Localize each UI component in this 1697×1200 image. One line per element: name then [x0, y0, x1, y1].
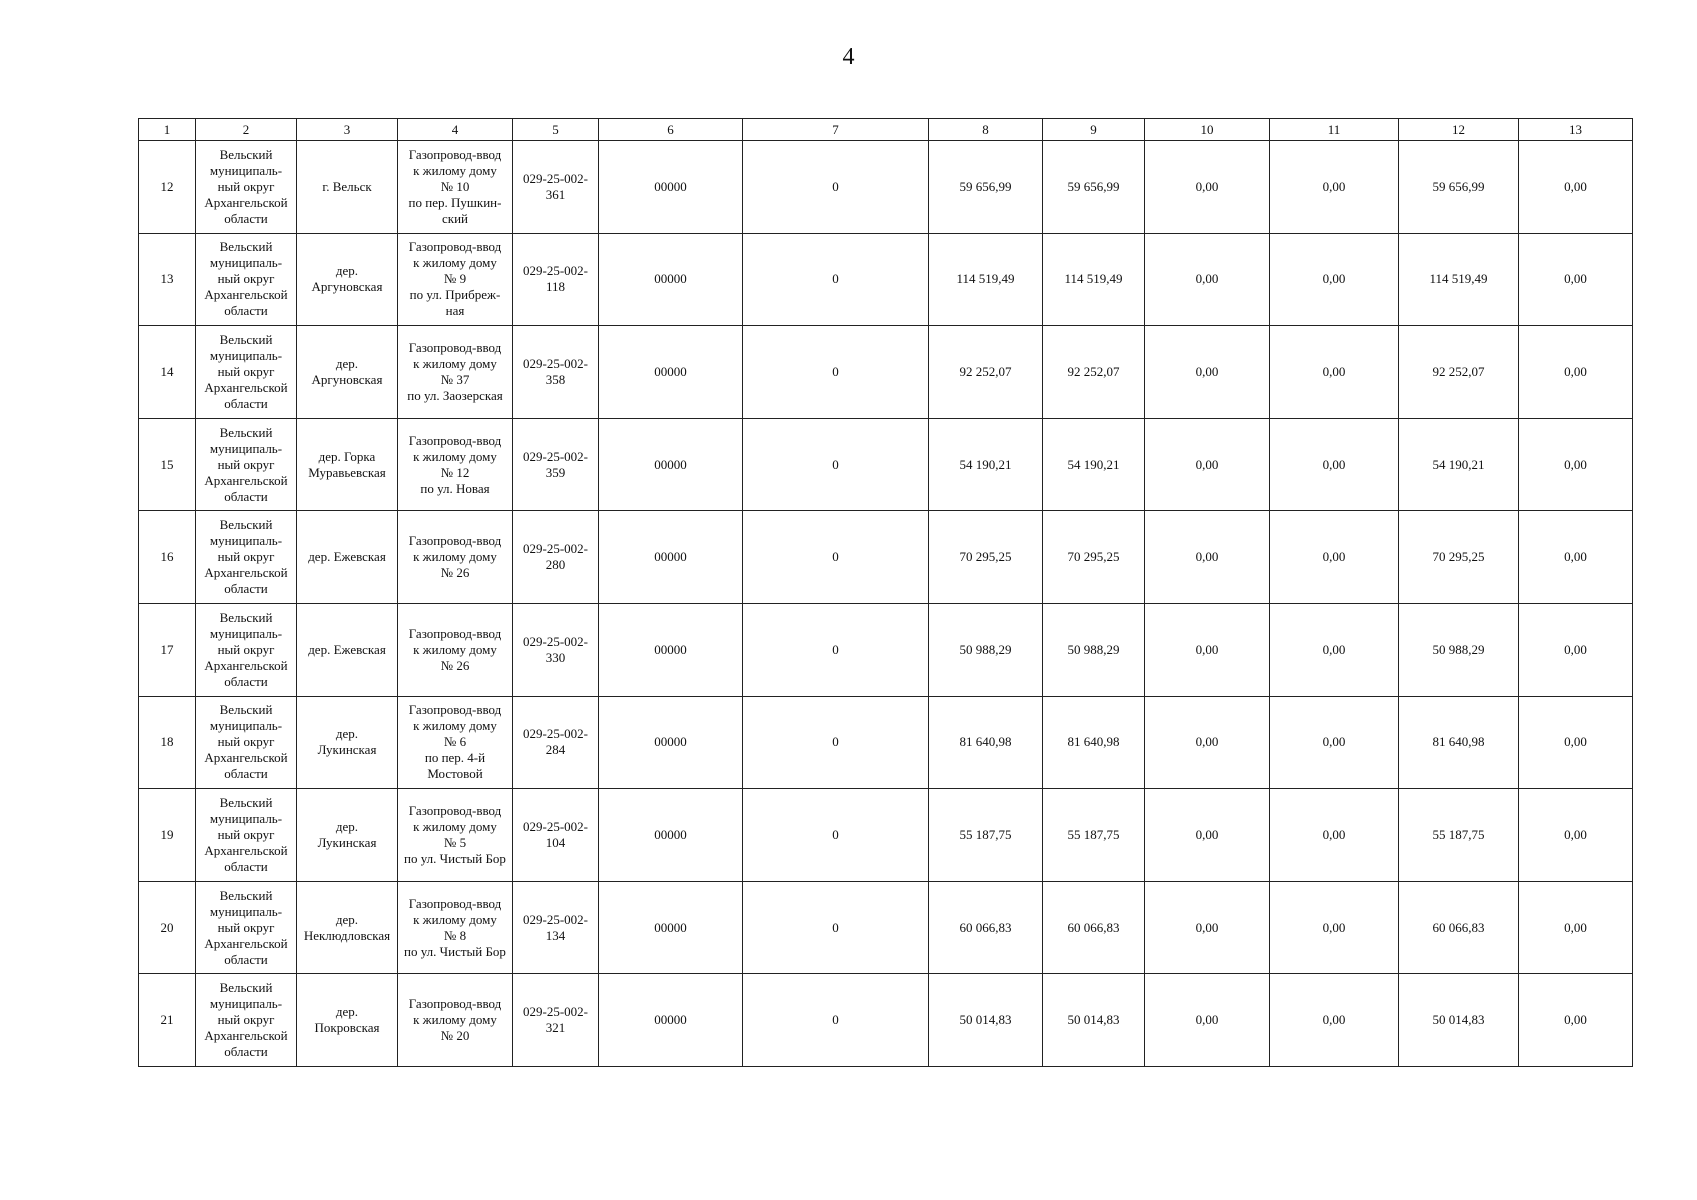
count-field-cell: 0	[743, 603, 929, 696]
amount-col13-cell: 0,00	[1519, 974, 1633, 1067]
amount-col11-cell: 0,00	[1270, 511, 1399, 604]
cadastral-code-cell: 029-25-002- 134	[513, 881, 599, 974]
count-field-cell: 0	[743, 881, 929, 974]
amount-col8-cell: 81 640,98	[929, 696, 1043, 789]
amount-col10-cell: 0,00	[1145, 141, 1270, 234]
amount-col11-cell: 0,00	[1270, 141, 1399, 234]
object-name-cell: Газопровод-ввод к жилому дому № 26	[398, 603, 513, 696]
code-field-cell: 00000	[599, 974, 743, 1067]
amount-col9-cell: 54 190,21	[1043, 418, 1145, 511]
municipality-cell: Вельский муниципаль- ный округ Архангельской области	[196, 881, 297, 974]
settlement-cell: г. Вельск	[297, 141, 398, 234]
column-header: 8	[929, 119, 1043, 141]
page-number: 4	[842, 44, 855, 70]
amount-col10-cell: 0,00	[1145, 418, 1270, 511]
cadastral-code-cell: 029-25-002- 280	[513, 511, 599, 604]
column-header: 6	[599, 119, 743, 141]
amount-col11-cell: 0,00	[1270, 326, 1399, 419]
municipality-cell: Вельский муниципаль- ный округ Архангельской области	[196, 418, 297, 511]
amount-col11-cell: 0,00	[1270, 603, 1399, 696]
amount-col11-cell: 0,00	[1270, 974, 1399, 1067]
amount-col10-cell: 0,00	[1145, 881, 1270, 974]
amount-col13-cell: 0,00	[1519, 881, 1633, 974]
amount-col9-cell: 55 187,75	[1043, 789, 1145, 882]
column-header: 1	[139, 119, 196, 141]
column-header: 4	[398, 119, 513, 141]
code-field-cell: 00000	[599, 789, 743, 882]
municipality-cell: Вельский муниципаль- ный округ Архангельской области	[196, 141, 297, 234]
amount-col13-cell: 0,00	[1519, 326, 1633, 419]
row-number-cell: 12	[139, 141, 196, 234]
code-field-cell: 00000	[599, 511, 743, 604]
row-number-cell: 14	[139, 326, 196, 419]
settlement-cell: дер. Горка Муравьевская	[297, 418, 398, 511]
amount-col10-cell: 0,00	[1145, 789, 1270, 882]
amount-col12-cell: 81 640,98	[1399, 696, 1519, 789]
settlement-cell: дер. Лукинская	[297, 789, 398, 882]
amount-col9-cell: 59 656,99	[1043, 141, 1145, 234]
row-number-cell: 16	[139, 511, 196, 604]
amount-col11-cell: 0,00	[1270, 696, 1399, 789]
settlement-cell: дер. Ежевская	[297, 511, 398, 604]
amount-col12-cell: 50 988,29	[1399, 603, 1519, 696]
table-body	[139, 141, 1633, 1067]
amount-col10-cell: 0,00	[1145, 603, 1270, 696]
amount-col10-cell: 0,00	[1145, 974, 1270, 1067]
amount-col8-cell: 50 014,83	[929, 974, 1043, 1067]
registry-table	[138, 118, 1633, 1067]
municipality-cell: Вельский муниципаль- ный округ Архангельской области	[196, 326, 297, 419]
cadastral-code-cell: 029-25-002- 321	[513, 974, 599, 1067]
code-field-cell: 00000	[599, 881, 743, 974]
table-row	[139, 418, 1633, 511]
header-row	[139, 119, 1633, 141]
amount-col12-cell: 114 519,49	[1399, 233, 1519, 326]
amount-col8-cell: 55 187,75	[929, 789, 1043, 882]
amount-col9-cell: 70 295,25	[1043, 511, 1145, 604]
municipality-cell: Вельский муниципаль- ный округ Архангельской области	[196, 603, 297, 696]
amount-col12-cell: 70 295,25	[1399, 511, 1519, 604]
column-header: 13	[1519, 119, 1633, 141]
table-row	[139, 789, 1633, 882]
amount-col8-cell: 92 252,07	[929, 326, 1043, 419]
column-header: 9	[1043, 119, 1145, 141]
amount-col10-cell: 0,00	[1145, 696, 1270, 789]
amount-col13-cell: 0,00	[1519, 418, 1633, 511]
cadastral-code-cell: 029-25-002- 104	[513, 789, 599, 882]
code-field-cell: 00000	[599, 233, 743, 326]
row-number-cell: 19	[139, 789, 196, 882]
code-field-cell: 00000	[599, 696, 743, 789]
settlement-cell: дер. Аргуновская	[297, 233, 398, 326]
column-header: 5	[513, 119, 599, 141]
amount-col9-cell: 92 252,07	[1043, 326, 1145, 419]
amount-col13-cell: 0,00	[1519, 141, 1633, 234]
code-field-cell: 00000	[599, 326, 743, 419]
cadastral-code-cell: 029-25-002- 284	[513, 696, 599, 789]
amount-col11-cell: 0,00	[1270, 789, 1399, 882]
code-field-cell: 00000	[599, 418, 743, 511]
amount-col10-cell: 0,00	[1145, 511, 1270, 604]
municipality-cell: Вельский муниципаль- ный округ Архангельской области	[196, 974, 297, 1067]
amount-col9-cell: 60 066,83	[1043, 881, 1145, 974]
count-field-cell: 0	[743, 418, 929, 511]
amount-col8-cell: 50 988,29	[929, 603, 1043, 696]
cadastral-code-cell: 029-25-002- 118	[513, 233, 599, 326]
row-number-cell: 13	[139, 233, 196, 326]
cadastral-code-cell: 029-25-002- 361	[513, 141, 599, 234]
column-header: 7	[743, 119, 929, 141]
municipality-cell: Вельский муниципаль- ный округ Архангельской области	[196, 233, 297, 326]
cadastral-code-cell: 029-25-002- 330	[513, 603, 599, 696]
municipality-cell: Вельский муниципаль- ный округ Архангельской области	[196, 511, 297, 604]
municipality-cell: Вельский муниципаль- ный округ Архангельской области	[196, 789, 297, 882]
amount-col9-cell: 114 519,49	[1043, 233, 1145, 326]
column-header: 10	[1145, 119, 1270, 141]
row-number-cell: 21	[139, 974, 196, 1067]
count-field-cell: 0	[743, 789, 929, 882]
amount-col9-cell: 50 014,83	[1043, 974, 1145, 1067]
amount-col13-cell: 0,00	[1519, 511, 1633, 604]
cadastral-code-cell: 029-25-002- 359	[513, 418, 599, 511]
table-row	[139, 696, 1633, 789]
column-header: 11	[1270, 119, 1399, 141]
amount-col12-cell: 50 014,83	[1399, 974, 1519, 1067]
object-name-cell: Газопровод-ввод к жилому дому № 8 по ул. Чистый Бор	[398, 881, 513, 974]
count-field-cell: 0	[743, 511, 929, 604]
object-name-cell: Газопровод-ввод к жилому дому № 6 по пер. 4-й Мостовой	[398, 696, 513, 789]
amount-col13-cell: 0,00	[1519, 696, 1633, 789]
table-row	[139, 974, 1633, 1067]
amount-col9-cell: 81 640,98	[1043, 696, 1145, 789]
column-header: 12	[1399, 119, 1519, 141]
object-name-cell: Газопровод-ввод к жилому дому № 26	[398, 511, 513, 604]
amount-col11-cell: 0,00	[1270, 881, 1399, 974]
code-field-cell: 00000	[599, 603, 743, 696]
row-number-cell: 17	[139, 603, 196, 696]
code-field-cell: 00000	[599, 141, 743, 234]
amount-col8-cell: 60 066,83	[929, 881, 1043, 974]
table-row	[139, 603, 1633, 696]
row-number-cell: 20	[139, 881, 196, 974]
amount-col11-cell: 0,00	[1270, 418, 1399, 511]
object-name-cell: Газопровод-ввод к жилому дому № 20	[398, 974, 513, 1067]
amount-col13-cell: 0,00	[1519, 789, 1633, 882]
count-field-cell: 0	[743, 141, 929, 234]
object-name-cell: Газопровод-ввод к жилому дому № 10 по пер. Пушкин- ский	[398, 141, 513, 234]
amount-col12-cell: 92 252,07	[1399, 326, 1519, 419]
cadastral-code-cell: 029-25-002- 358	[513, 326, 599, 419]
object-name-cell: Газопровод-ввод к жилому дому № 9 по ул. Прибреж- ная	[398, 233, 513, 326]
municipality-cell: Вельский муниципаль- ный округ Архангельской области	[196, 696, 297, 789]
table-row	[139, 141, 1633, 234]
settlement-cell: дер. Аргуновская	[297, 326, 398, 419]
amount-col12-cell: 60 066,83	[1399, 881, 1519, 974]
table-row	[139, 326, 1633, 419]
settlement-cell: дер. Лукинская	[297, 696, 398, 789]
amount-col8-cell: 114 519,49	[929, 233, 1043, 326]
amount-col8-cell: 70 295,25	[929, 511, 1043, 604]
count-field-cell: 0	[743, 233, 929, 326]
count-field-cell: 0	[743, 696, 929, 789]
row-number-cell: 15	[139, 418, 196, 511]
amount-col13-cell: 0,00	[1519, 603, 1633, 696]
table-row	[139, 881, 1633, 974]
settlement-cell: дер. Покровская	[297, 974, 398, 1067]
count-field-cell: 0	[743, 974, 929, 1067]
object-name-cell: Газопровод-ввод к жилому дому № 37 по ул. Заозерская	[398, 326, 513, 419]
object-name-cell: Газопровод-ввод к жилому дому № 12 по ул. Новая	[398, 418, 513, 511]
object-name-cell: Газопровод-ввод к жилому дому № 5 по ул. Чистый Бор	[398, 789, 513, 882]
amount-col9-cell: 50 988,29	[1043, 603, 1145, 696]
amount-col12-cell: 54 190,21	[1399, 418, 1519, 511]
count-field-cell: 0	[743, 326, 929, 419]
table-row	[139, 233, 1633, 326]
amount-col10-cell: 0,00	[1145, 326, 1270, 419]
amount-col13-cell: 0,00	[1519, 233, 1633, 326]
amount-col11-cell: 0,00	[1270, 233, 1399, 326]
settlement-cell: дер. Ежевская	[297, 603, 398, 696]
amount-col10-cell: 0,00	[1145, 233, 1270, 326]
amount-col12-cell: 59 656,99	[1399, 141, 1519, 234]
row-number-cell: 18	[139, 696, 196, 789]
table-row	[139, 511, 1633, 604]
amount-col8-cell: 59 656,99	[929, 141, 1043, 234]
column-header: 3	[297, 119, 398, 141]
column-header: 2	[196, 119, 297, 141]
settlement-cell: дер. Неклюдловская	[297, 881, 398, 974]
amount-col12-cell: 55 187,75	[1399, 789, 1519, 882]
amount-col8-cell: 54 190,21	[929, 418, 1043, 511]
